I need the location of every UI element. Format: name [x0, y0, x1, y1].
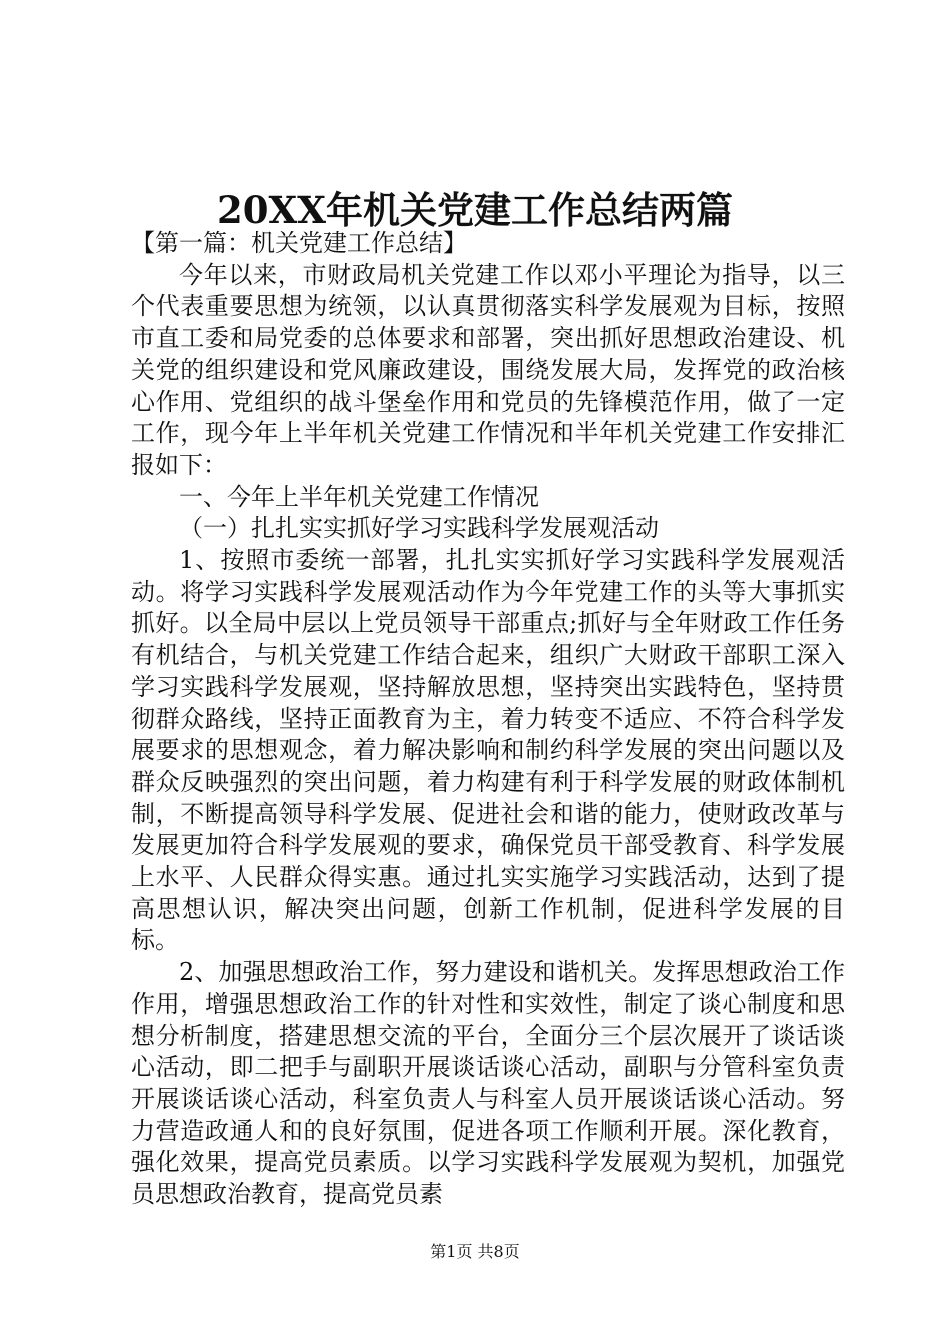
document-title: 20XX年机关党建工作总结两篇 [217, 188, 733, 232]
paragraph-item-2: 2、加强思想政治工作，努力建设和谐机关。发挥思想政治工作作用，增强思想政治工作的针对性和实效性，制定了谈心制度和思想分析制度，搭建思想交流的平台，全面分三个层次展开了谈话谈心活动，即二把手与副职开展谈话谈心活动，副职与分管科室负责开展谈话谈心活动，科室负责人与科室人员开展谈话谈心活动。努力营造政通人和的良好氛围，促进各项工作顺利开展。深化教育，强化效果，提高党员素质。以学习实践科学发展观为契机，加强党员思想政治教育，提高党员素 [131, 958, 845, 1209]
paragraph-item-1: 1、按照市委统一部署，扎扎实实抓好学习实践科学发展观活动。将学习实践科学发展观活动作为今年党建工作的头等大事抓实抓好。以全局中层以上党员领导干部重点;抓好与全年财政工作任务有机结合，与机关党建工作结合起来，组织广大财政干部职工深入学习实践科学发展观，坚持解放思想，坚持突出实践特色，坚持贯彻群众路线，坚持正面教育为主，着力转变不适应、不符合科学发展要求的思想观念，着力解决影响和制约科学发展的突出问题以及群众反映强烈的突出问题，着力构建有利于科学发展的财政体制机制，不断提高领导科学发展、促进社会和谐的能力，使财政改革与发展更加符合科学发展观的要求，确保党员干部受教育、科学发展上水平、人民群众得实惠。通过扎实实施学习实践活动，达到了提高思想认识，解决突出问题，创新工作机制，促进科学发展的目标。 [131, 546, 845, 955]
subsection-heading: （一）扎扎实实抓好学习实践科学发展观活动 [179, 514, 659, 543]
page-footer: 第1页 共8页 [430, 1242, 520, 1261]
document-body [131, 228, 845, 1211]
intro-paragraph: 今年以来，市财政局机关党建工作以邓小平理论为指导，以三个代表重要思想为统领，以认真贯彻落实科学发展观为目标，按照市直工委和局党委的总体要求和部署，突出抓好思想政治建设、机关党的组织建设和党风廉政建设，围绕发展大局，发挥党的政治核心作用、党组织的战斗堡垒作用和党员的先锋模范作用，做了一定工作，现今年上半年机关党建工作情况和半年机关党建工作安排汇报如下： [131, 260, 845, 479]
part-heading: 一、今年上半年机关党建工作情况 [179, 482, 539, 511]
section-heading: 【第一篇：机关党建工作总结】 [131, 229, 467, 257]
